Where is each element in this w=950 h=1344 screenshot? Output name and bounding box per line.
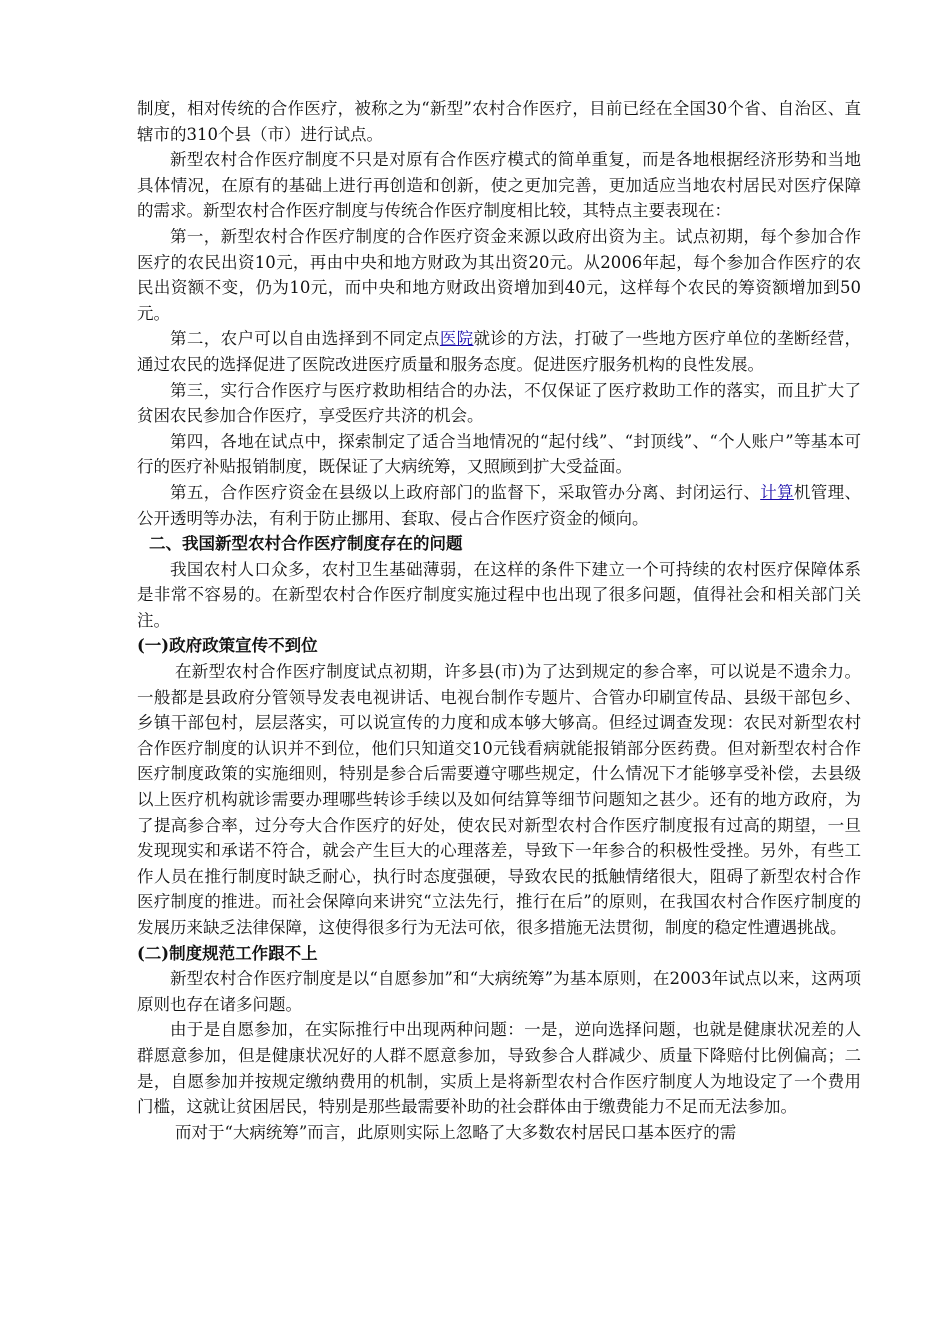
computer-link[interactable]: 计算 xyxy=(760,482,794,502)
paragraph-1: 制度，相对传统的合作医疗，被称之为“新型”农村合作医疗，目前已经在全国30个省、自治区、直辖市的310个县（市）进行试点。 xyxy=(137,99,861,144)
paragraph-7 xyxy=(137,480,861,531)
section-heading-2: 二、我国新型农村合作医疗制度存在的问题 xyxy=(149,534,463,554)
paragraph-10: 新型农村合作医疗制度是以“自愿参加”和“大病统筹”为基本原则，在2003年试点以来，这两项原则也存在诸多问题。 xyxy=(137,969,861,1014)
paragraph-7-text-b: 机管理、公开透明等办法，有利于防止挪用、套取、侵占合作医疗资金的倾向。 xyxy=(137,482,862,528)
paragraph-3: 第一，新型农村合作医疗制度的合作医疗资金来源以政府出资为主。试点初期，每个参加合作医疗的农民出资10元，再由中央和地方财政为其出资20元。从2006年起，每个参加合作医疗的农民出资额不变，仍为10元，而中央和地方财政出资增加到40元，这样每个农民的筹资额增加到50元。 xyxy=(137,226,861,323)
paragraph-6: 第四，各地在试点中，探索制定了适合当地情况的“起付线”、“封顶线”、“个人账户”等基本可行的医疗补贴报销制度，既保证了大病统筹，又照顾到扩大受益面。 xyxy=(137,431,861,477)
paragraph-2: 新型农村合作医疗制度不只是对原有合作医疗模式的简单重复，而是各地根据经济形势和当地具体情况，在原有的基础上进行再创造和创新，使之更加完善，更加适应当地农村居民对医疗保障的需求。新型农村合作医疗制度与传统合作医疗制度相比较，其特点主要表现在： xyxy=(137,150,861,221)
paragraph-8: 我国农村人口众多，农村卫生基础薄弱，在这样的条件下建立一个可持续的农村医疗保障体系是非常不容易的。在新型农村合作医疗制度实施过程中也出现了很多问题，值得社会和相关部门关注。 xyxy=(137,559,861,630)
paragraph-4 xyxy=(137,326,861,377)
paragraph-4-text-b: 就诊的方法，打破了一些地方医疗单位的垄断经营，通过农民的选择促进了医院改进医疗质量和服务态度。促进医疗服务机构的良性发展。 xyxy=(137,329,862,374)
subsection-heading-2: (二)制度规范工作跟不上 xyxy=(137,943,318,963)
document-page xyxy=(137,96,861,1145)
hospital-link[interactable]: 医院 xyxy=(439,329,474,349)
paragraph-12: 而对于“大病统筹”而言，此原则实际上忽略了大多数农村居民口基本医疗的需 xyxy=(174,1122,737,1142)
subsection-heading-1: (一)政府政策宣传不到位 xyxy=(137,636,318,656)
paragraph-7-text-a: 第五，合作医疗资金在县级以上政府部门的监督下，采取管办分离、封闭运行、 xyxy=(170,482,761,502)
paragraph-11: 由于是自愿参加，在实际推行中出现两种问题：一是，逆向选择问题，也就是健康状况差的人群愿意参加，但是健康状况好的人群不愿意参加，导致参合人群减少、质量下降赔付比例偏高；二是，自愿参加并按规定缴纳费用的机制，实质上是将新型农村合作医疗制度人为地设定了一个费用门槛，这就让贫困居民，特别是那些最需要补助的社会群体由于缴费能力不足而无法参加。 xyxy=(137,1020,861,1117)
paragraph-4-text-a: 第二，农户可以自由选择到不同定点 xyxy=(170,329,440,349)
paragraph-5: 第三，实行合作医疗与医疗救助相结合的办法，不仅保证了医疗救助工作的落实，而且扩大了贫困农民参加合作医疗，享受医疗共济的机会。 xyxy=(137,380,861,426)
paragraph-9: 在新型农村合作医疗制度试点初期，许多县(市)为了达到规定的参合率，可以说是不遗余力。一般都是县政府分管领导发表电视讲话、电视台制作专题片、合管办印刷宣传品、县级干部包乡、乡镇干部包村，层层落实，可以说宣传的力度和成本够大够高。但经过调查发现：农民对新型农村合作医疗制度的认识并不到位，他们只知道交10元钱看病就能报销部分医药费。但对新型农村合作医疗制度政策的实施细则，特别是参合后需要遵守哪些规定，什么情况下才能够享受补偿，去县级以上医疗机构就诊需要办理哪些转诊手续以及如何结算等细节问题知之甚少。还有的地方政府，为了提高参合率，过分夸大合作医疗的好处，使农民对新型农村合作医疗制度报有过高的期望，一旦发现现实和承诺不符合，就会产生巨大的心理落差，导致下一年参合的积极性受挫。另外，有些工作人员在推行制度时缺乏耐心，执行时态度强硬，导致农民的抵触情绪很大，阻碍了新型农村合作医疗制度的推进。而社会保障向来讲究“立法先行，推行在后”的原则，在我国农村合作医疗制度的发展历来缺乏法律保障，这使得很多行为无法可依，很多措施无法贯彻，制度的稳定性遭遇挑战。 xyxy=(137,662,861,937)
